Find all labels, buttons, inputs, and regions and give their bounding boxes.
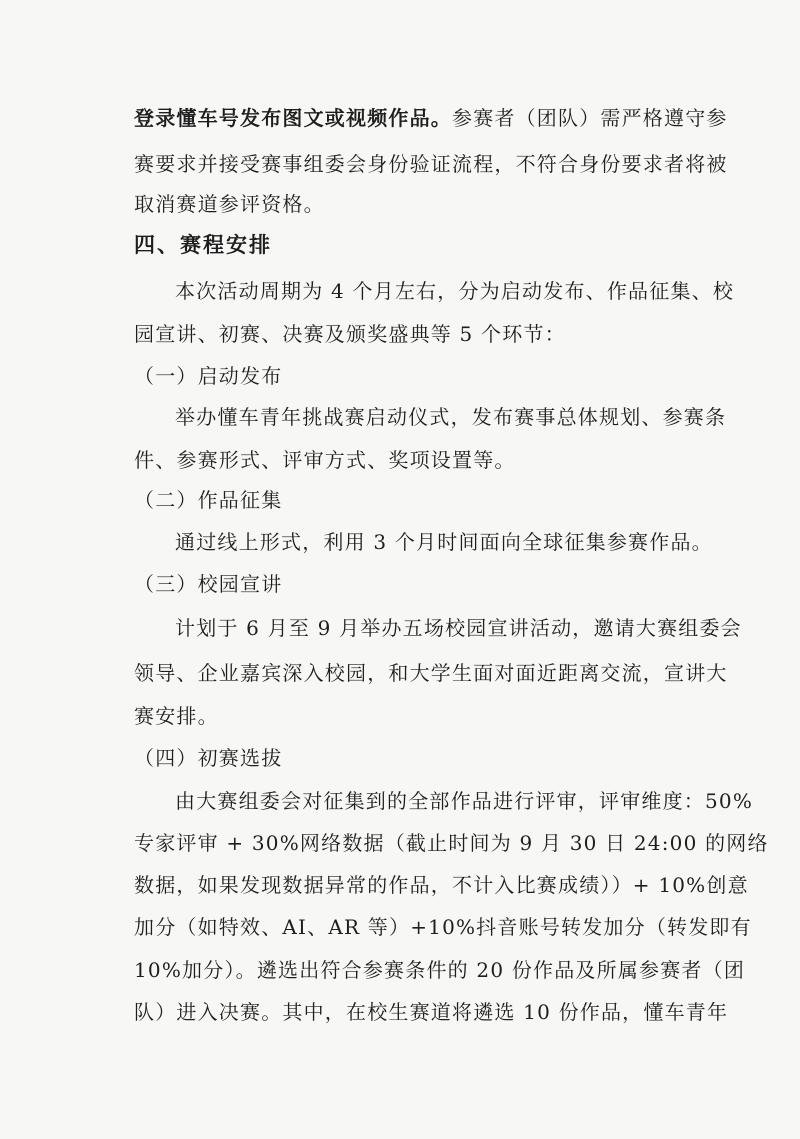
subheading-preliminary: （四）初赛选拔 <box>134 746 283 770</box>
subheading-collection: （二）作品征集 <box>134 488 283 512</box>
launch-line-2: 件、参赛形式、评审方式、奖项设置等。 <box>134 448 516 472</box>
campus-line-1: 计划于 6 月至 9 月举办五场校园宣讲活动，邀请大赛组委会 <box>175 616 742 640</box>
campus-line-2: 领导、企业嘉宾深入校园，和大学生面对面近距离交流，宣讲大 <box>134 661 728 685</box>
intro-bold-lead: 登录懂车号发布图文或视频作品。 <box>134 106 452 130</box>
preliminary-line-1: 由大赛组委会对征集到的全部作品进行评审，评审维度：50% <box>175 789 754 813</box>
collection-line-1: 通过线上形式，利用 3 个月时间面向全球征集参赛作品。 <box>175 530 713 554</box>
campus-line-3: 赛安排。 <box>134 704 219 728</box>
intro-line-1 <box>134 105 728 131</box>
overview-line-1: 本次活动周期为 4 个月左右，分为启动发布、作品征集、校 <box>175 279 735 303</box>
intro-line-2: 赛要求并接受赛事组委会身份验证流程，不符合身份要求者将被 <box>134 152 728 176</box>
preliminary-line-2: 专家评审 + 30%网络数据（截止时间为 9 月 30 日 24:00 的网络 <box>134 831 769 855</box>
launch-line-1: 举办懂车青年挑战赛启动仪式，发布赛事总体规划、参赛条 <box>175 405 727 429</box>
preliminary-line-6: 队）进入决赛。其中，在校生赛道将遴选 10 份作品，懂车青年 <box>134 1000 729 1024</box>
preliminary-line-4: 加分（如特效、AI、AR 等）+10%抖音账号转发加分（转发即有 <box>134 915 752 939</box>
intro-line-3: 取消赛道参评资格。 <box>134 192 325 216</box>
subheading-campus: （三）校园宣讲 <box>134 572 283 596</box>
intro-line-1-rest: 参赛者（团队）需严格遵守参 <box>452 106 728 130</box>
preliminary-line-3: 数据，如果发现数据异常的作品，不计入比赛成绩））+ 10%创意 <box>134 873 749 897</box>
section-heading-schedule: 四、赛程安排 <box>134 232 272 257</box>
preliminary-line-5: 10%加分）。遴选出符合参赛条件的 20 份作品及所属参赛者（团 <box>134 958 746 982</box>
overview-line-2: 园宣讲、初赛、决赛及颁奖盛典等 5 个环节： <box>134 322 566 346</box>
subheading-launch: （一）启动发布 <box>134 364 283 388</box>
